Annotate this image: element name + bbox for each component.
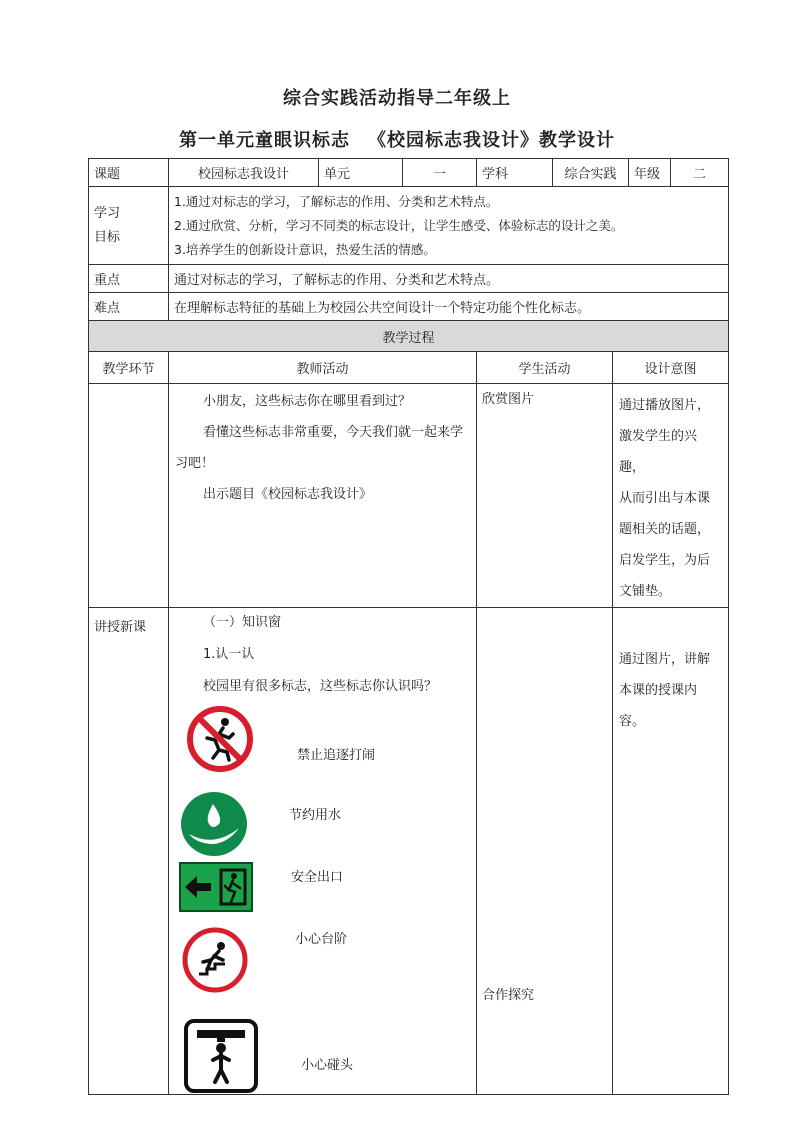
- intro-purpose: 通过播放图片， 激发学生的兴趣， 从而引出与本课 题相关的话题， 启发学生，为后 文铺垫。: [613, 384, 729, 608]
- subject-label: 学科: [477, 159, 553, 187]
- new-lesson-row: [89, 608, 729, 1095]
- intro-stage: [89, 384, 169, 608]
- goals-label: 学习 目标: [89, 187, 169, 265]
- unit-label: 单元: [319, 159, 403, 187]
- grade-value: 二: [671, 159, 729, 187]
- header-student: 学生活动: [477, 352, 613, 384]
- section-title: （一）知识窗: [203, 615, 282, 630]
- no-chasing-sign-icon: [185, 704, 255, 774]
- topic-label: 课题: [89, 159, 169, 187]
- lesson-title: 《校园标志我设计》教学设计: [368, 130, 615, 151]
- intro-line: 出示题目《校园标志我设计》: [203, 487, 373, 502]
- topic-value: 校园标志我设计: [169, 159, 319, 187]
- document-title: 综合实践活动指导二年级上: [283, 88, 511, 109]
- process-header-row: [89, 352, 729, 384]
- key-point-label: 重点: [89, 265, 169, 293]
- subject-value: 综合实践: [553, 159, 629, 187]
- document-subtitle: [0, 126, 794, 152]
- intro-line: 小朋友，这些标志你在哪里看到过？: [203, 394, 412, 409]
- info-row: [89, 159, 729, 187]
- save-water-sign-icon: [179, 790, 249, 858]
- new-lesson-stage: 讲授新课: [89, 608, 169, 1095]
- header-stage: 教学环节: [89, 352, 169, 384]
- goals-list: [169, 187, 729, 265]
- sign-question: 校园里有很多标志，这些标志你认识吗？: [203, 679, 438, 694]
- key-point-row: [89, 265, 729, 293]
- difficulty-text: 在理解标志特征的基础上为校园公共空间设计一个特定功能个性化标志。: [169, 293, 729, 321]
- goals-row: [89, 187, 729, 265]
- sign-label-watch-head: 小心碰头: [301, 1058, 354, 1073]
- sign-label-watch-step: 小心台阶: [295, 932, 348, 947]
- grade-label: 年级: [629, 159, 671, 187]
- difficulty-row: [89, 293, 729, 321]
- step-title: 1.认一认: [203, 647, 255, 662]
- lesson-plan-table: [88, 158, 729, 1095]
- watch-head-sign-icon: [183, 1018, 259, 1094]
- intro-row: [89, 384, 729, 608]
- intro-line: 习吧！: [175, 456, 215, 471]
- unit-title: 第一单元童眼识标志: [179, 130, 350, 151]
- sign-label-no-chasing: 禁止追逐打闹: [297, 748, 376, 763]
- header-teacher: 教师活动: [169, 352, 477, 384]
- new-lesson-purpose: 通过图片，讲解 本课的授课内容。: [613, 608, 729, 1095]
- process-title: 教学过程: [89, 321, 729, 352]
- sign-label-safety-exit: 安全出口: [291, 870, 344, 885]
- intro-student: 欣赏图片: [477, 384, 613, 608]
- difficulty-label: 难点: [89, 293, 169, 321]
- safety-exit-sign-icon: [179, 862, 253, 912]
- goal-item: 3.培养学生的创新设计意识，热爱生活的情感。: [174, 241, 436, 257]
- sign-label-save-water: 节约用水: [289, 808, 342, 823]
- goal-item: 2.通过欣赏、分析，学习不同类的标志设计，让学生感受、体验标志的设计之美。: [174, 217, 624, 233]
- new-lesson-student: 合作探究: [477, 608, 613, 1095]
- watch-step-sign-icon: [181, 926, 249, 994]
- process-title-row: [89, 321, 729, 352]
- intro-teacher-cell: [169, 384, 477, 608]
- key-point-text: 通过对标志的学习，了解标志的作用、分类和艺术特点。: [169, 265, 729, 293]
- goal-item: 1.通过对标志的学习，了解标志的作用、分类和艺术特点。: [174, 193, 499, 209]
- intro-line: 看懂这些标志非常重要，今天我们就一起来学: [203, 425, 464, 440]
- header-purpose: 设计意图: [613, 352, 729, 384]
- unit-value: 一: [403, 159, 477, 187]
- new-lesson-teacher-cell: [169, 608, 477, 1095]
